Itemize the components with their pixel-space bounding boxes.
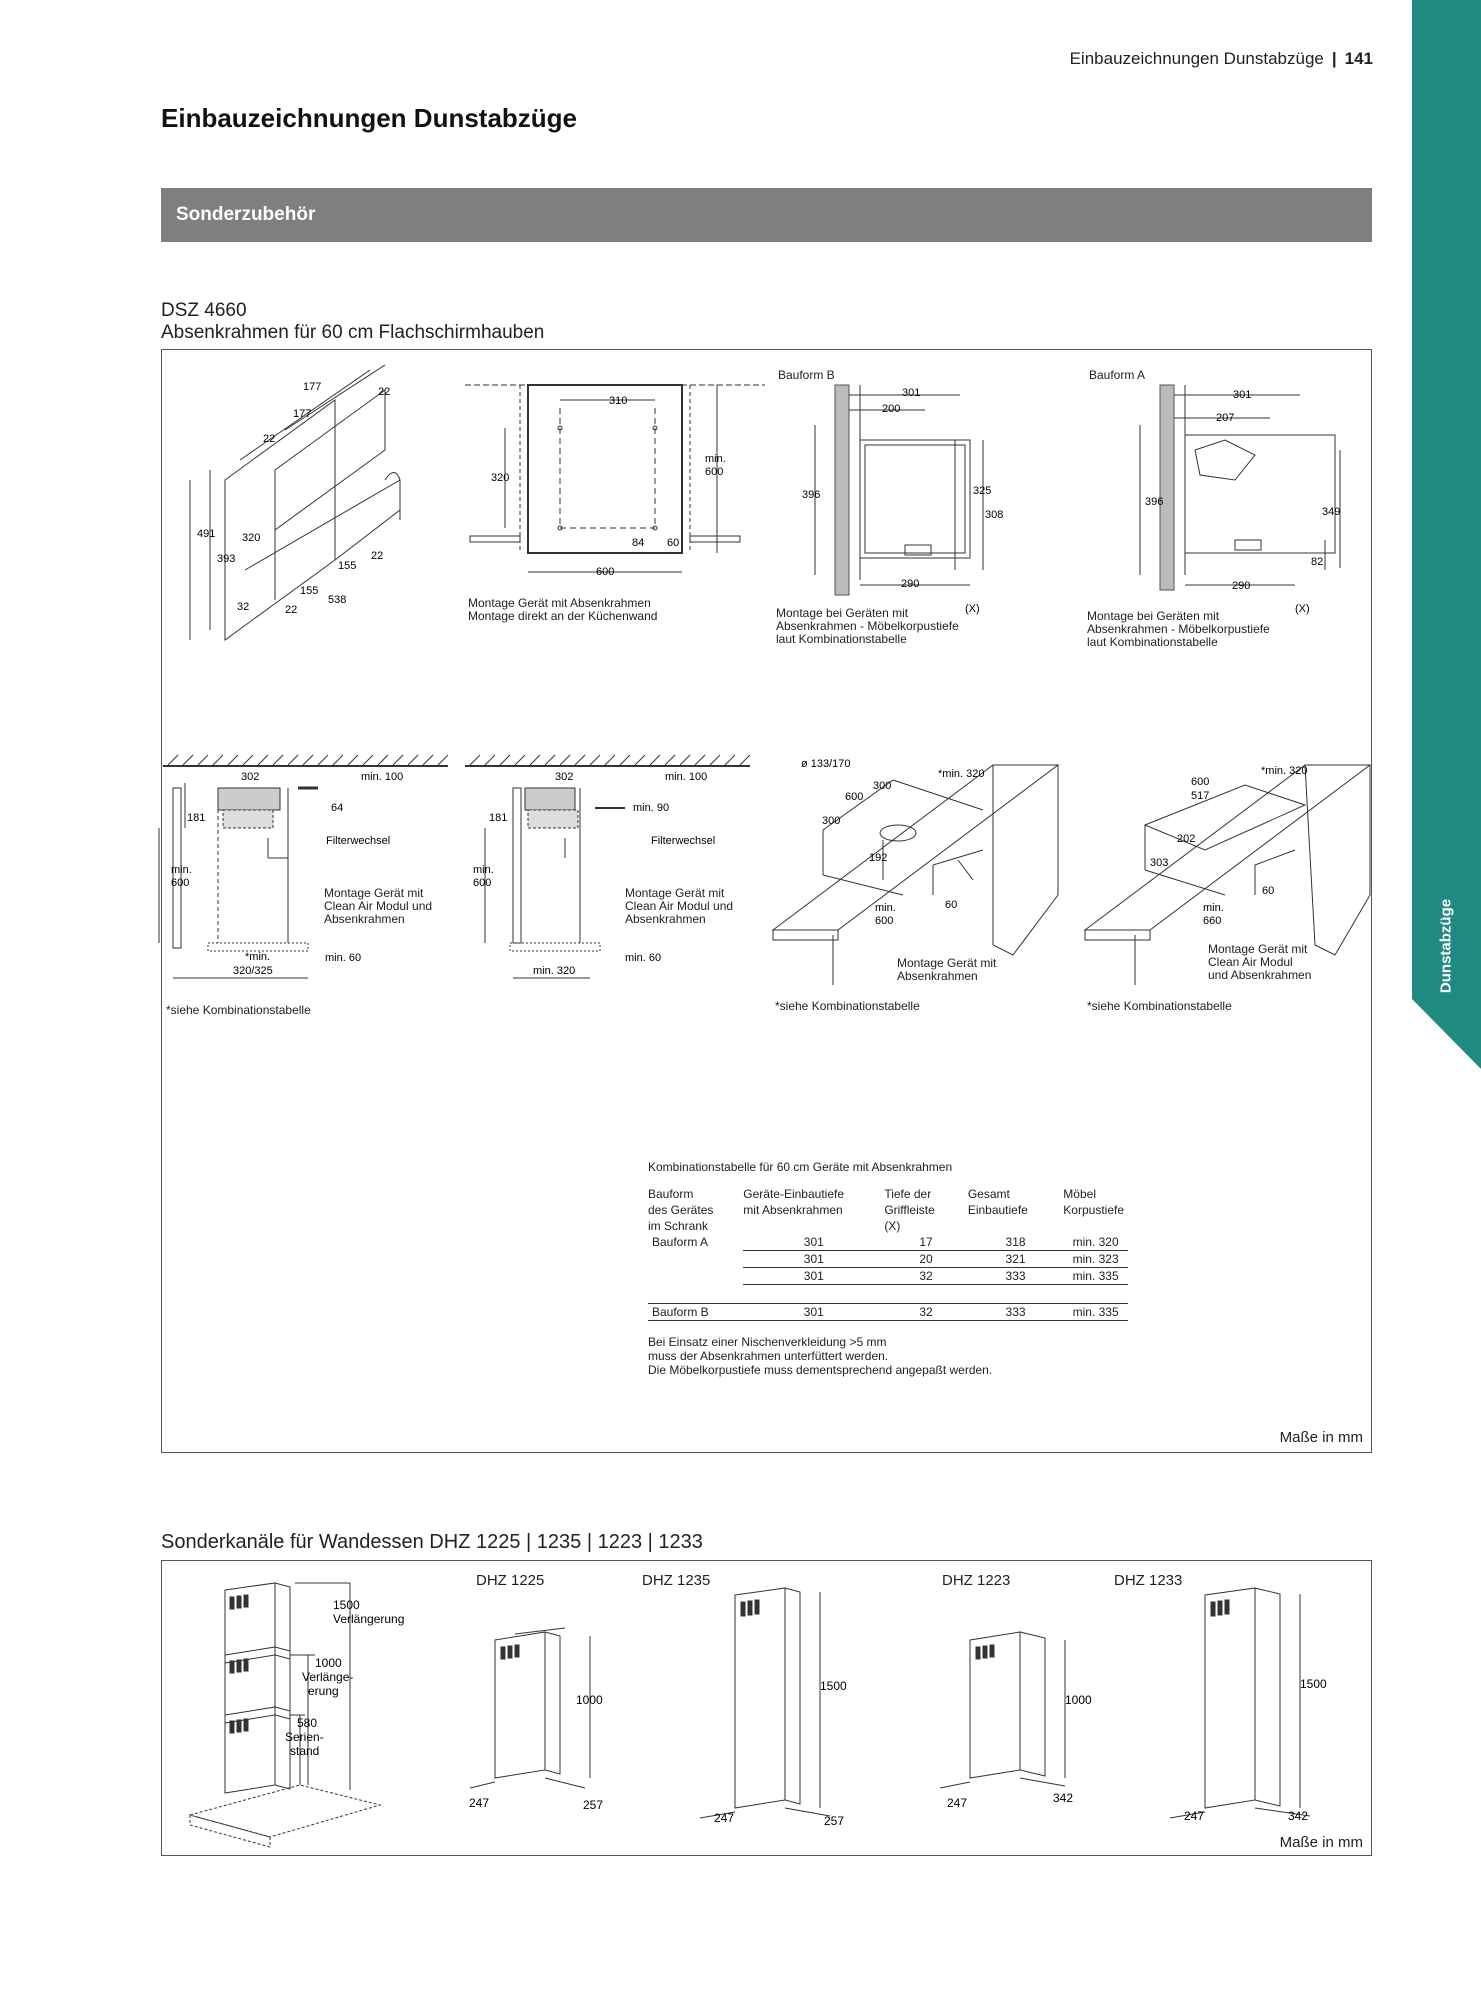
drawing-chimney-overview xyxy=(180,1575,440,1855)
dim-60: 60 xyxy=(1262,885,1275,897)
combination-table-title: Kombinationstabelle für 60 cm Geräte mit Absenkrahmen xyxy=(648,1160,953,1174)
dim-393: 393 xyxy=(217,553,236,565)
filterwechsel-label: Filterwechsel xyxy=(326,835,391,847)
drawing-dhz-1233 xyxy=(1160,1580,1345,1830)
dhz-1225-w: 247 xyxy=(469,1796,490,1810)
dim-325: 325 xyxy=(973,485,992,497)
caption-drawing6: Montage Gerät mit Clean Air Modul und Absenkrahmen xyxy=(625,886,734,926)
bauform-a-label: Bauform A xyxy=(1089,368,1146,382)
dhz-1235-height: 1500 xyxy=(820,1679,847,1693)
table-spacer-row xyxy=(648,1285,1128,1304)
dhz-1235-d: 257 xyxy=(824,1814,845,1828)
dim-491: 491 xyxy=(197,528,216,540)
drawing-clean-air-2 xyxy=(465,748,760,978)
dim-302: 302 xyxy=(241,771,260,783)
footnote-1: *siehe Kombinationstabelle xyxy=(166,1003,311,1017)
dim-22a: 22 xyxy=(378,386,391,398)
dsz-model: DSZ 4660 xyxy=(161,300,247,321)
dim-320: 320 xyxy=(242,532,261,544)
overview-1500: 1500 xyxy=(333,1598,360,1612)
dim-60: 60 xyxy=(945,899,958,911)
dim-181: 181 xyxy=(489,812,508,824)
dim-155a: 155 xyxy=(338,560,357,572)
caption-drawing3: Montage bei Geräten mit Absenkrahmen - Möbelkorpustiefe laut Kombinationstabelle xyxy=(776,606,959,646)
header-separator: | xyxy=(1331,49,1337,68)
combination-table-grid xyxy=(648,1186,1128,1321)
dim-300a: 300 xyxy=(873,780,892,792)
col-tiefe: Tiefe der Griffleiste (X) xyxy=(884,1187,935,1233)
dim-600: 600 xyxy=(845,791,864,803)
dim-22b: 22 xyxy=(263,433,276,445)
dim-min: min. xyxy=(1203,902,1224,914)
table-header-row xyxy=(648,1186,1128,1234)
section-bar: Sonderzubehör xyxy=(161,188,1372,242)
dhz-1235-label: DHZ 1235 xyxy=(642,1572,711,1589)
dim-min-100: min. 100 xyxy=(665,771,708,783)
bauform-b-label: Bauform B xyxy=(778,368,835,382)
caption-drawing4: Montage bei Geräten mit Absenkrahmen - Möbelkorpustiefe laut Kombinationstabelle xyxy=(1087,609,1270,649)
dim-290: 290 xyxy=(1232,580,1251,592)
dim-177b: 177 xyxy=(293,408,312,420)
units-label: Maße in mm xyxy=(1279,1429,1363,1446)
dim-min-320: min. 320 xyxy=(533,965,576,977)
drawing-dhz-1223 xyxy=(925,1620,1092,1820)
drawing-front-view xyxy=(465,378,765,588)
dim-396: 396 xyxy=(802,489,821,501)
dhz-1223-w: 247 xyxy=(947,1796,968,1810)
footnote-2: *siehe Kombinationstabelle xyxy=(775,999,920,1013)
overview-580: 580 xyxy=(297,1716,318,1730)
dhz-1233-d: 342 xyxy=(1288,1809,1309,1823)
dsz-description: Absenkrahmen für 60 cm Flachschirmhauben xyxy=(161,322,545,343)
dhz-1235-w: 247 xyxy=(714,1811,735,1825)
drawing-bauform-b xyxy=(775,380,1035,615)
dim-300b: 300 xyxy=(822,815,841,827)
dim-396: 396 xyxy=(1145,496,1164,508)
table-row: Bauform A 301 17 318 min. 320 xyxy=(648,1234,1128,1251)
dim-22c: 22 xyxy=(371,550,384,562)
combination-table-note: Bei Einsatz einer Nischenverkleidung >5 mm muss der Absenkrahmen unterfüttert werden. Die Möbelkorpustiefe muss dementsprechend angepaßt werden. xyxy=(648,1335,993,1377)
dim-290: 290 xyxy=(901,578,920,590)
dim-207: 207 xyxy=(1216,412,1235,424)
dhz-1233-w: 247 xyxy=(1184,1809,1205,1823)
drawing-dhz-1225 xyxy=(455,1620,615,1820)
dim-min: min. xyxy=(473,864,494,876)
caption-drawing8: Montage Gerät mit Clean Air Modul und Absenkrahmen xyxy=(1208,942,1312,982)
overview-serien: Serien- xyxy=(285,1730,324,1744)
dim-517: 517 xyxy=(1191,790,1210,802)
dim-181: 181 xyxy=(187,812,206,824)
running-title: Einbauzeichnungen Dunstabzüge xyxy=(1069,49,1324,68)
dim-22d: 22 xyxy=(285,604,298,616)
filterwechsel-label: Filterwechsel xyxy=(651,835,716,847)
dhz-1225-d: 257 xyxy=(583,1798,604,1812)
dim-min: min. xyxy=(171,864,192,876)
dim-538: 538 xyxy=(328,594,347,606)
dim-660: 660 xyxy=(1203,915,1222,927)
dhz-1223-label: DHZ 1223 xyxy=(942,1572,1011,1589)
dim-star-min: *min. xyxy=(245,951,271,963)
dhz-heading: Sonderkanäle für Wandessen DHZ 1225 | 1235 | 1223 | 1233 xyxy=(161,1531,703,1553)
dim-600b: 600 xyxy=(875,915,894,927)
dim-64: 64 xyxy=(331,802,344,814)
dim-310: 310 xyxy=(609,395,628,407)
dim-min: min. xyxy=(705,453,726,465)
dim-600-right: 600 xyxy=(705,466,724,478)
dim-600: 600 xyxy=(171,877,190,889)
dim-min-100: min. 100 xyxy=(361,771,404,783)
dhz-1223-height: 1000 xyxy=(1065,1693,1092,1707)
dim-202: 202 xyxy=(1177,833,1196,845)
dim-308: 308 xyxy=(985,509,1004,521)
dim-200: 200 xyxy=(882,403,901,415)
dim-600: 600 xyxy=(1191,776,1210,788)
drawing-absenkrahmen-iso xyxy=(185,370,415,650)
overview-verlaengerung: Verlängerung xyxy=(333,1612,405,1626)
col-moebel: Möbel Korpustiefe xyxy=(1063,1187,1124,1217)
dim-302: 302 xyxy=(555,771,574,783)
page-number: 141 xyxy=(1344,49,1373,68)
combination-table xyxy=(648,1160,1208,1377)
col-bauform: Bauform des Gerätes im Schrank xyxy=(648,1187,714,1233)
dim-min: min. xyxy=(875,902,896,914)
drawing-clean-air-1 xyxy=(163,748,458,978)
dhz-1223-d: 342 xyxy=(1053,1791,1074,1805)
table-row: Bauform B 301 32 333 min. 335 xyxy=(648,1304,1128,1321)
dhz-1233-label: DHZ 1233 xyxy=(1114,1572,1183,1589)
running-header xyxy=(1070,49,1373,69)
dim-600: 600 xyxy=(473,877,492,889)
dsz-heading xyxy=(161,300,544,344)
dim-155b: 155 xyxy=(300,585,319,597)
dim-320: 320 xyxy=(491,472,510,484)
dim-x: (X) xyxy=(1295,603,1310,615)
col-gesamt: Gesamt Einbautiefe xyxy=(967,1187,1028,1217)
overview-1000: 1000 xyxy=(315,1656,342,1670)
drawing-bauform-a xyxy=(1085,380,1355,615)
dim-32: 32 xyxy=(237,601,250,613)
footnote-3: *siehe Kombinationstabelle xyxy=(1087,999,1232,1013)
table-row: 301 20 321 min. 323 xyxy=(648,1251,1128,1268)
dhz-1225-label: DHZ 1225 xyxy=(476,1572,545,1589)
dim-600: 600 xyxy=(596,566,615,578)
drawing-dhz-1235 xyxy=(690,1580,870,1830)
dim-min-320: *min. 320 xyxy=(1261,765,1308,777)
overview-verlaenge: Verlänge- xyxy=(302,1670,354,1684)
dim-301: 301 xyxy=(902,387,921,399)
caption-drawing7: Montage Gerät mit Absenkrahmen xyxy=(897,956,997,983)
dhz-1233-height: 1500 xyxy=(1300,1677,1327,1691)
side-tab-label: Dunstabzüge xyxy=(1437,898,1455,994)
dim-349: 349 xyxy=(1322,506,1341,518)
dhz-1225-height: 1000 xyxy=(576,1693,603,1707)
dim-min-320: *min. 320 xyxy=(938,768,985,780)
caption-drawing5: Montage Gerät mit Clean Air Modul und Absenkrahmen xyxy=(324,886,433,926)
table-row: 301 32 333 min. 335 xyxy=(648,1268,1128,1285)
dim-177a: 177 xyxy=(303,381,322,393)
dim-min-60: min. 60 xyxy=(325,952,362,964)
dim-301: 301 xyxy=(1233,389,1252,401)
page-title: Einbauzeichnungen Dunstabzüge xyxy=(161,103,578,133)
overview-erung: erung xyxy=(308,1684,339,1698)
dim-x: (X) xyxy=(965,603,980,615)
dim-82: 82 xyxy=(1311,556,1324,568)
dim-min-90: min. 90 xyxy=(633,802,670,814)
dim-303: 303 xyxy=(1150,857,1169,869)
dim-320-325: 320/325 xyxy=(233,965,273,977)
side-tab-notch xyxy=(1412,999,1481,1069)
dim-84: 84 xyxy=(632,537,645,549)
col-geraet: Geräte-Einbautiefe mit Absenkrahmen xyxy=(743,1187,845,1217)
units-label: Maße in mm xyxy=(1279,1834,1363,1851)
dim-192: 192 xyxy=(869,852,888,864)
caption-drawing2: Montage Gerät mit Absenkrahmen Montage direkt an der Küchenwand xyxy=(468,596,658,623)
dim-min-60: min. 60 xyxy=(625,952,662,964)
dim-diameter: ø 133/170 xyxy=(801,758,851,770)
dim-60: 60 xyxy=(667,537,680,549)
overview-stand: stand xyxy=(290,1744,320,1758)
